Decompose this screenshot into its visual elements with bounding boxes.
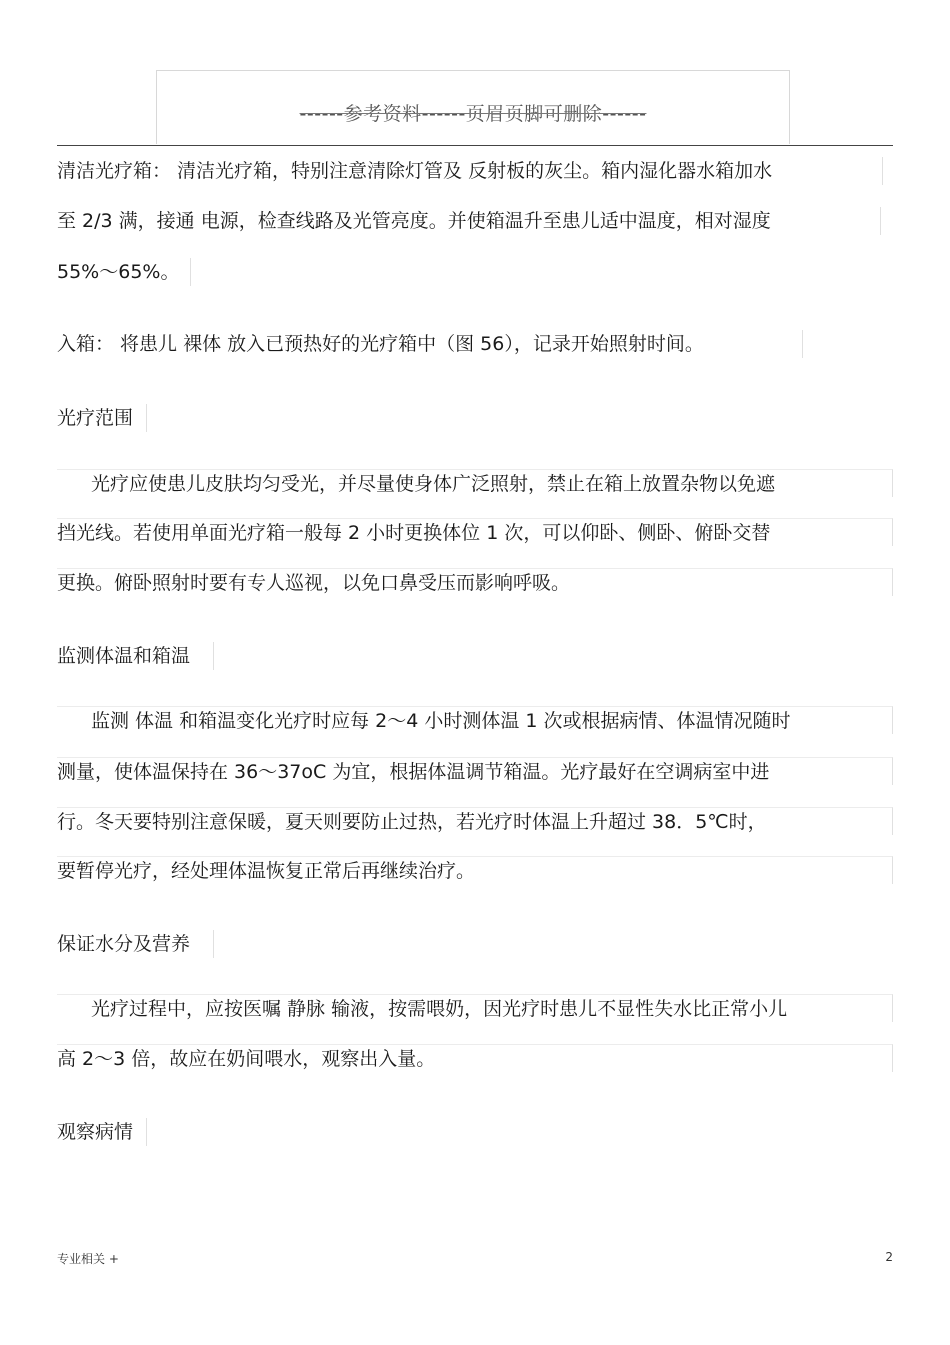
section-heading-light-range: 光疗范围 — [57, 404, 147, 432]
paragraph-line: 光疗应使患儿皮肤均匀受光，并尽量使身体广泛照射，禁止在箱上放置杂物以免遮 — [57, 469, 893, 497]
paragraph-line: 清洁光疗箱： 清洁光疗箱，特别注意清除灯管及 反射板的灰尘。箱内湿化器水箱加水 — [57, 157, 883, 185]
header-divider — [57, 145, 893, 146]
paragraph-line: 监测 体温 和箱温变化光疗时应每 2～4 小时测体温 1 次或根据病情、体温情况随时 — [57, 706, 893, 734]
paragraph-line: 更换。俯卧照射时要有专人巡视，以免口鼻受压而影响呼吸。 — [57, 568, 893, 596]
page-number: 2 — [885, 1250, 893, 1264]
paragraph-line: 要暂停光疗，经处理体温恢复正常后再继续治疗。 — [57, 856, 893, 884]
paragraph-line: 行。冬天要特别注意保暖，夏天则要防止过热，若光疗时体温上升超过 38．5℃时， — [57, 807, 893, 835]
section-heading-water-nutrition: 保证水分及营养 — [57, 930, 214, 958]
section-heading-observe: 观察病情 — [57, 1118, 147, 1146]
paragraph-line: 光疗过程中，应按医嘱 静脉 输液，按需喂奶，因光疗时患儿不显性失水比正常小儿 — [57, 994, 893, 1022]
paragraph-line: 测量，使体温保持在 36～37oC 为宜，根据体温调节箱温。光疗最好在空调病室中进 — [57, 757, 893, 785]
section-heading-monitor-temp: 监测体温和箱温 — [57, 642, 214, 670]
page-header-box — [156, 70, 790, 144]
paragraph-line: 至 2/3 满，接通 电源，检查线路及光管亮度。并使箱温升至患儿适中温度，相对湿度 — [57, 207, 881, 235]
paragraph-line: 入箱： 将患儿 裸体 放入已预热好的光疗箱中（图 56），记录开始照射时间。 — [57, 330, 803, 358]
paragraph-line: 挡光线。若使用单面光疗箱一般每 2 小时更换体位 1 次，可以仰卧、侧卧、俯卧交替 — [57, 518, 893, 546]
paragraph-line: 55%～65%。 — [57, 258, 191, 286]
footer-label: 专业相关 + — [57, 1252, 119, 1266]
page-header-text: ------参考资料------页眉页脚可删除------ — [299, 103, 647, 125]
paragraph-line: 高 2～3 倍，故应在奶间喂水，观察出入量。 — [57, 1044, 893, 1072]
